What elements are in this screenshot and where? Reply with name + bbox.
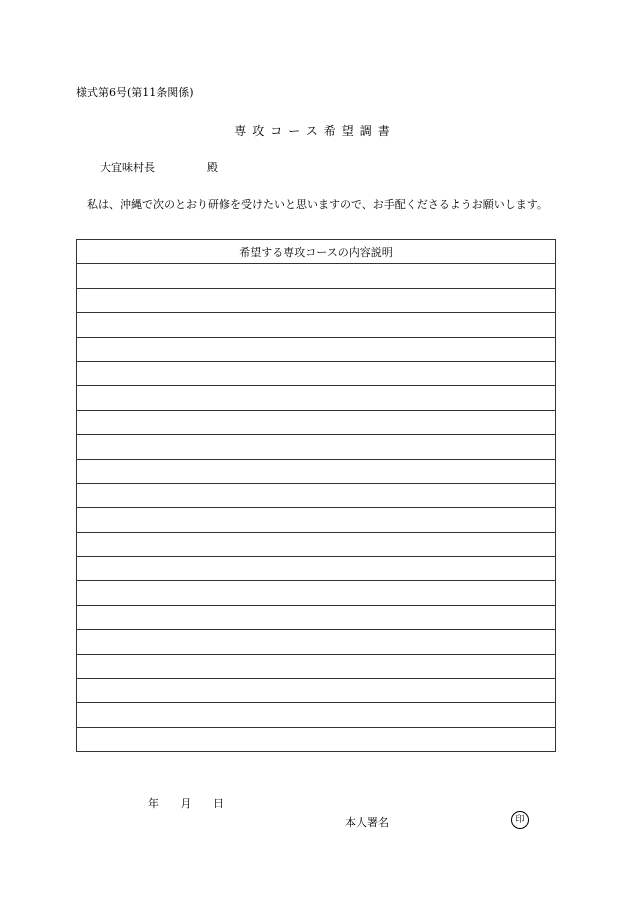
blank-entry-cell[interactable]: [77, 337, 556, 361]
blank-entry-cell[interactable]: [77, 483, 556, 507]
blank-entry-cell[interactable]: [77, 264, 556, 288]
blank-entry-cell[interactable]: [77, 288, 556, 312]
table-row: [77, 264, 556, 288]
table-row: [77, 386, 556, 410]
blank-entry-cell[interactable]: [77, 435, 556, 459]
blank-entry-cell[interactable]: [77, 630, 556, 654]
blank-entry-cell[interactable]: [77, 410, 556, 434]
addressee-name: 大宜味村長: [100, 161, 155, 174]
table-row: [77, 727, 556, 751]
blank-entry-cell[interactable]: [77, 386, 556, 410]
form-number: 様式第6号(第11条関係): [76, 86, 194, 99]
blank-entry-cell[interactable]: [77, 459, 556, 483]
table-row: [77, 532, 556, 556]
table-row: [77, 508, 556, 532]
blank-entry-cell[interactable]: [77, 532, 556, 556]
signature-label: 本人署名: [345, 816, 389, 829]
table-row: [77, 313, 556, 337]
request-statement: 私は、沖縄で次のとおり研修を受けたいと思いますので、お手配くださるようお願いします。: [87, 198, 548, 211]
table-row: [77, 288, 556, 312]
table-row: [77, 703, 556, 727]
table-row: [77, 605, 556, 629]
seal-icon: 印: [511, 811, 529, 829]
table-row: [77, 557, 556, 581]
blank-entry-cell[interactable]: [77, 581, 556, 605]
table-row: [77, 630, 556, 654]
date-line: 年 月 日: [148, 797, 224, 810]
blank-entry-cell[interactable]: [77, 313, 556, 337]
course-description-table: [76, 239, 556, 752]
addressee-honorific: 殿: [207, 161, 218, 174]
table-row: [77, 410, 556, 434]
table-row: [77, 483, 556, 507]
blank-entry-cell[interactable]: [77, 654, 556, 678]
document-title: 専攻コース希望調書: [234, 124, 396, 138]
table-row: [77, 459, 556, 483]
table-row: [77, 361, 556, 385]
blank-entry-cell[interactable]: [77, 727, 556, 751]
blank-entry-cell[interactable]: [77, 679, 556, 703]
table-header-row: [77, 240, 556, 264]
table-row: [77, 581, 556, 605]
table-row: [77, 435, 556, 459]
blank-entry-cell[interactable]: [77, 605, 556, 629]
table-header-cell: 希望する専攻コースの内容説明: [77, 240, 556, 264]
table-row: [77, 654, 556, 678]
blank-entry-cell[interactable]: [77, 361, 556, 385]
blank-entry-cell[interactable]: [77, 508, 556, 532]
table-row: [77, 337, 556, 361]
blank-entry-cell[interactable]: [77, 703, 556, 727]
table-row: [77, 679, 556, 703]
blank-entry-cell[interactable]: [77, 557, 556, 581]
